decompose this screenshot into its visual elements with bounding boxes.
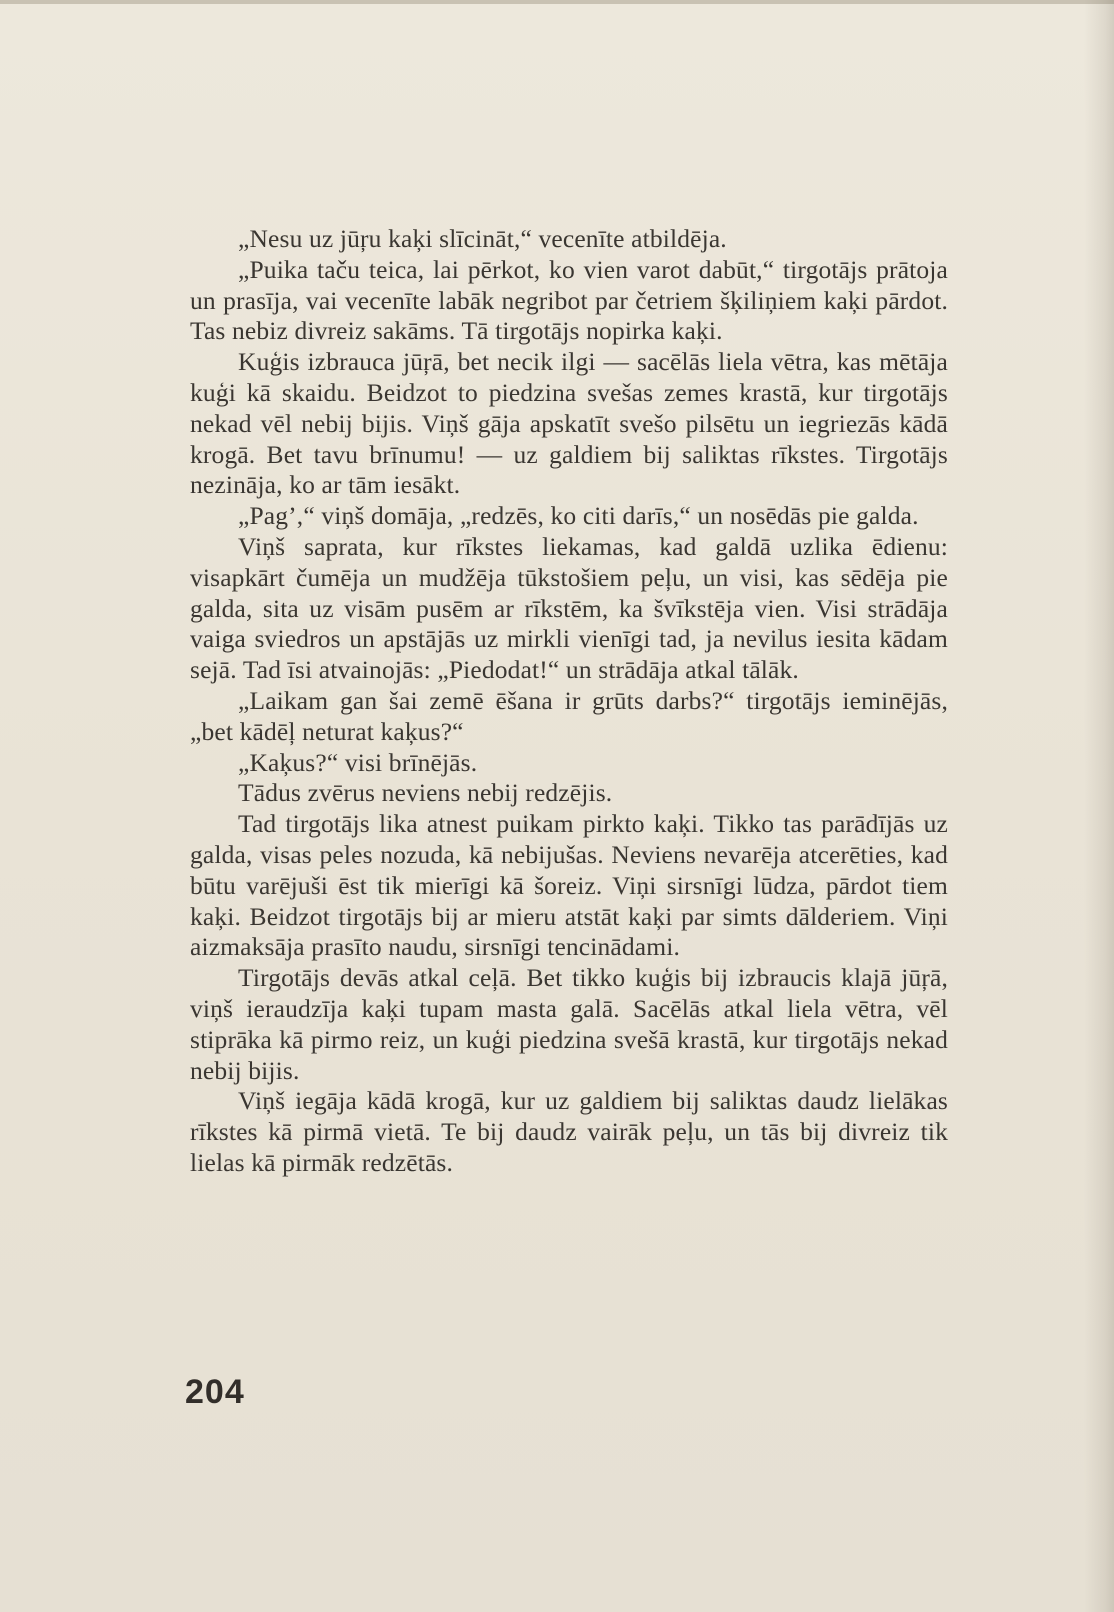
- paragraph: Tad tirgotājs lika atnest puikam pirkto kaķi. Tikko tas parādījās uz galda, visas peles nozuda, kā nebijušas. Neviens nevarēja atcerēties, kad būtu varējuši ēst tik mierīgi kā šoreiz. Viņi sirsnīgi lūdza, pārdot tiem kaķi. Beidzot tirgotājs bij ar mieru atstāt kaķi par simts dālderiem. Viņi aizmaksāja prasīto naudu, sirsnīgi tencinādami.: [190, 809, 948, 962]
- page-number: 204: [185, 1373, 245, 1411]
- paragraph: „Kaķus?“ visi brīnējās.: [238, 747, 478, 777]
- paragraph: „Pag’,“ viņš domāja, „redzēs, ko citi darīs,“ un nosēdās pie galda.: [238, 501, 919, 531]
- page-binding-shadow: [1084, 0, 1114, 1612]
- body-text: [190, 224, 948, 1179]
- paragraph: Viņš iegāja kādā krogā, kur uz galdiem bij saliktas daudz lielākas rīkstes kā pirmā vietā. Te bij daudz vairāk peļu, un tās bij divreiz tik lielas kā pirmāk redzētās.: [190, 1086, 948, 1177]
- paragraph: Viņš saprata, kur rīkstes liekamas, kad galdā uzlika ēdienu: visapkārt čumēja un mudžēja tūkstošiem peļu, un visi, kas sēdēja pie galda, sita uz visām pusēm ar rīkstēm, ka švīkstēja vien. Visi strādāja vaiga sviedros un apstājās uz mirkli vienīgi tad, ja nevilus iesita kādam sejā. Tad īsi atvainojās: „Piedodat!“ un strādāja atkal tālāk.: [190, 531, 948, 685]
- paragraph: „Laikam gan šai zemē ēšana ir grūts darbs?“ tirgotājs ieminējās, „bet kādēļ neturat kaķus?“: [190, 685, 948, 746]
- paragraph: Tirgotājs devās atkal ceļā. Bet tikko kuģis bij izbraucis klajā jūŗā, viņš ieraudzīja kaķi tupam masta galā. Sacēlās atkal liela vētra, vēl stiprāka kā pirmo reiz, un kuģi piedzina svešā krastā, kur tirgotājs nekad nebij bijis.: [190, 963, 948, 1085]
- page-top-edge: [0, 0, 1114, 4]
- paragraph: „Nesu uz jūŗu kaķi slīcināt,“ vecenīte atbildēja.: [238, 224, 727, 253]
- paragraph: Kuģis izbrauca jūŗā, bet necik ilgi — sacēlās liela vētra, kas mētāja kuģi kā skaidu. Beidzot to piedzina svešas zemes krastā, kur tirgotājs nekad vēl nebij bijis. Viņš gāja apskatīt svešo pilsētu un iegriezās kādā krogā. Bet tavu brīnumu! — uz galdiem bij saliktas rīkstes. Tirgotājs nezināja, ko ar tām iesākt.: [190, 347, 948, 500]
- paragraph: „Puika taču teica, lai pērkot, ko vien varot dabūt,“ tirgotājs prātoja un prasīja, vai vecenīte labāk negribot par četriem šķiliņiem kaķi pārdot. Tas nebiz divreiz sakāms. Tā tirgotājs nopirka kaķi.: [190, 254, 948, 346]
- paragraph: Tādus zvērus neviens nebij redzējis.: [238, 778, 613, 808]
